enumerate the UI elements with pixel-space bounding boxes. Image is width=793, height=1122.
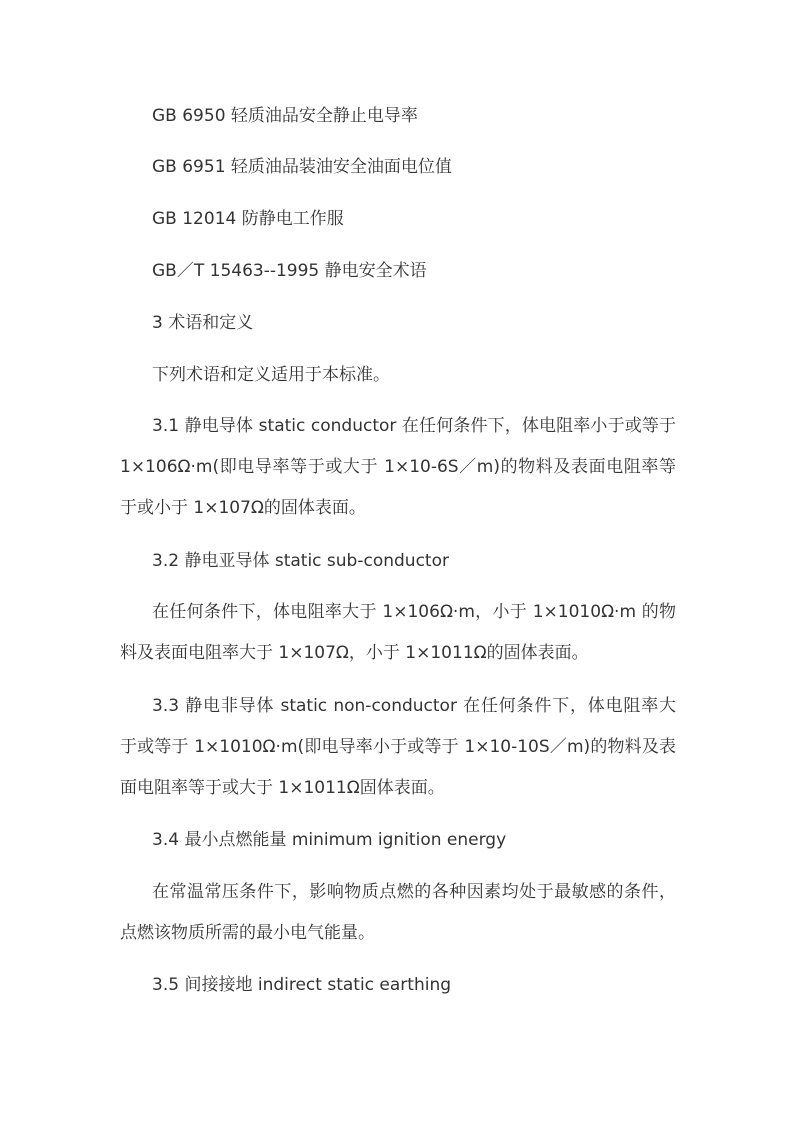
paragraph-3-2-heading: 3.2 静电亚导体 static sub-conductor (152, 551, 449, 571)
section-heading-terms: 3 术语和定义 (152, 313, 254, 333)
paragraph-terms-intro: 下列术语和定义适用于本标准。 (152, 365, 390, 385)
paragraph-gb12014: GB 12014 防静电工作服 (152, 209, 344, 229)
paragraph-3-5-heading: 3.5 间接接地 indirect static earthing (152, 975, 452, 995)
paragraph-3-1-static-conductor: 3.1 静电导体 static conductor 在任何条件下，体电阻率小于或等于 1×106Ω·m(即电导率等于或大于 1×10-6S／m)的物料及表面电阻率等于或小于 1×107Ω的固体表面。 (120, 416, 676, 518)
paragraph-3-3-static-non-conductor: 3.3 静电非导体 static non-conductor 在任何条件下，体电阻率大于或等于 1×1010Ω·m(即电导率小于或等于 1×10-10S／m)的物料及表面电阻率等于或大于 1×1011Ω固体表面。 (120, 696, 676, 798)
paragraph-3-4-body: 在常温常压条件下，影响物质点燃的各种因素均处于最敏感的条件，点燃该物质所需的最小电气能量。 (120, 882, 676, 943)
paragraph-3-2-body: 在任何条件下，体电阻率大于 1×106Ω·m，小于 1×1010Ω·m 的物料及表面电阻率大于 1×107Ω，小于 1×1011Ω的固体表面。 (120, 602, 676, 663)
paragraph-gb6951: GB 6951 轻质油品装油安全油面电位值 (152, 157, 452, 177)
paragraph-gb6950: GB 6950 轻质油品安全静止电导率 (152, 106, 418, 126)
paragraph-3-4-heading: 3.4 最小点燃能量 minimum ignition energy (152, 830, 507, 850)
paragraph-gbt15463: GB／T 15463--1995 静电安全术语 (152, 261, 427, 281)
